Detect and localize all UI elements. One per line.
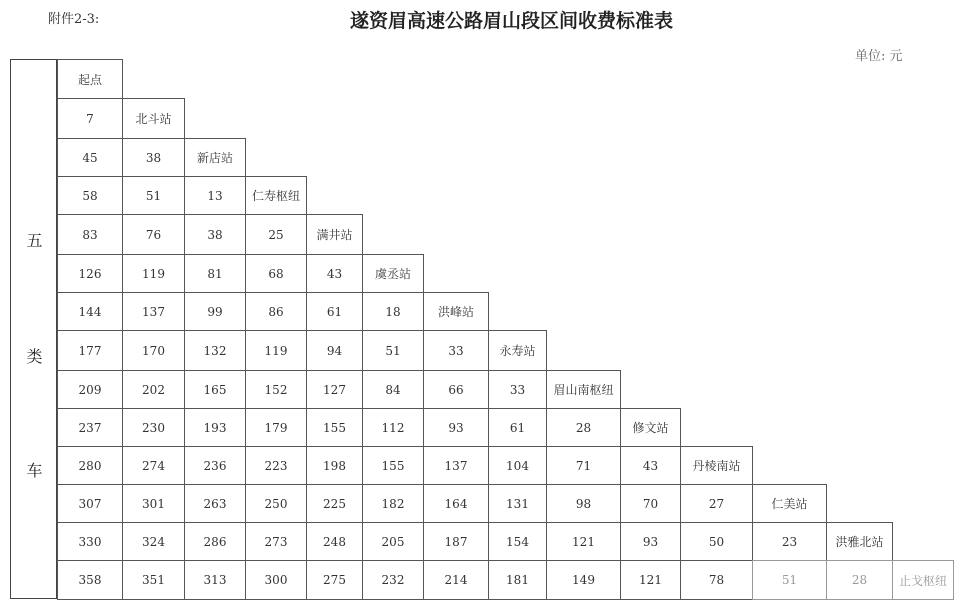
fare-cell: 286 xyxy=(184,522,246,561)
fare-cell: 50 xyxy=(680,522,753,561)
station-label: 洪雅北站 xyxy=(826,522,893,561)
fare-cell: 155 xyxy=(362,446,424,485)
fare-cell: 170 xyxy=(122,330,185,371)
fare-cell: 28 xyxy=(826,560,893,600)
fare-cell: 7 xyxy=(57,98,123,139)
station-label: 满井站 xyxy=(306,214,363,255)
fare-cell: 307 xyxy=(57,484,123,523)
fare-cell: 66 xyxy=(423,370,489,409)
fare-cell: 131 xyxy=(488,484,547,523)
fare-cell: 137 xyxy=(122,292,185,331)
fare-cell: 68 xyxy=(245,254,307,293)
station-label: 仁美站 xyxy=(752,484,827,523)
fare-cell: 280 xyxy=(57,446,123,485)
station-label: 修文站 xyxy=(620,408,681,447)
fare-cell: 275 xyxy=(306,560,363,600)
fare-cell: 198 xyxy=(306,446,363,485)
vehicle-class-column xyxy=(10,59,57,599)
fare-cell: 84 xyxy=(362,370,424,409)
station-label: 眉山南枢纽 xyxy=(546,370,621,409)
fare-cell: 76 xyxy=(122,214,185,255)
fare-cell: 38 xyxy=(184,214,246,255)
fare-cell: 45 xyxy=(57,138,123,177)
fare-cell: 51 xyxy=(362,330,424,371)
fare-cell: 121 xyxy=(620,560,681,600)
fare-cell: 193 xyxy=(184,408,246,447)
fare-cell: 121 xyxy=(546,522,621,561)
fare-cell: 43 xyxy=(620,446,681,485)
station-label: 北斗站 xyxy=(122,98,185,139)
fare-cell: 358 xyxy=(57,560,123,600)
fare-cell: 94 xyxy=(306,330,363,371)
fare-cell: 202 xyxy=(122,370,185,409)
fare-cell: 313 xyxy=(184,560,246,600)
fare-cell: 149 xyxy=(546,560,621,600)
fare-cell: 83 xyxy=(57,214,123,255)
fare-cell: 181 xyxy=(488,560,547,600)
fare-cell: 51 xyxy=(122,176,185,215)
fare-cell: 152 xyxy=(245,370,307,409)
fare-cell: 237 xyxy=(57,408,123,447)
vehicle-class-char-3: 车 xyxy=(26,461,43,480)
vehicle-class-char-2: 类 xyxy=(26,347,43,366)
station-label: 起点 xyxy=(57,59,123,99)
fare-cell: 179 xyxy=(245,408,307,447)
fare-cell: 274 xyxy=(122,446,185,485)
fare-cell: 43 xyxy=(306,254,363,293)
fare-cell: 71 xyxy=(546,446,621,485)
fare-cell: 99 xyxy=(184,292,246,331)
fare-cell: 230 xyxy=(122,408,185,447)
fare-cell: 104 xyxy=(488,446,547,485)
fare-cell: 13 xyxy=(184,176,246,215)
fare-cell: 58 xyxy=(57,176,123,215)
fare-cell: 51 xyxy=(752,560,827,600)
fare-cell: 165 xyxy=(184,370,246,409)
fare-cell: 137 xyxy=(423,446,489,485)
fare-cell: 98 xyxy=(546,484,621,523)
fare-cell: 33 xyxy=(488,370,547,409)
station-label: 虞丞站 xyxy=(362,254,424,293)
fare-cell: 112 xyxy=(362,408,424,447)
fare-cell: 25 xyxy=(245,214,307,255)
fare-cell: 324 xyxy=(122,522,185,561)
fare-cell: 155 xyxy=(306,408,363,447)
fare-cell: 273 xyxy=(245,522,307,561)
fare-cell: 81 xyxy=(184,254,246,293)
fare-cell: 154 xyxy=(488,522,547,561)
station-label: 永寿站 xyxy=(488,330,547,371)
station-label: 洪峰站 xyxy=(423,292,489,331)
fare-cell: 144 xyxy=(57,292,123,331)
fare-cell: 214 xyxy=(423,560,489,600)
fare-cell: 61 xyxy=(306,292,363,331)
fare-cell: 330 xyxy=(57,522,123,561)
fare-cell: 177 xyxy=(57,330,123,371)
fare-cell: 61 xyxy=(488,408,547,447)
fare-cell: 263 xyxy=(184,484,246,523)
fare-cell: 126 xyxy=(57,254,123,293)
fare-cell: 132 xyxy=(184,330,246,371)
fare-cell: 351 xyxy=(122,560,185,600)
fare-cell: 119 xyxy=(122,254,185,293)
fare-cell: 248 xyxy=(306,522,363,561)
fare-cell: 93 xyxy=(423,408,489,447)
fare-cell: 300 xyxy=(245,560,307,600)
page-title: 遂资眉高速公路眉山段区间收费标准表 xyxy=(349,10,673,32)
fare-cell: 93 xyxy=(620,522,681,561)
fare-cell: 27 xyxy=(680,484,753,523)
fare-cell: 250 xyxy=(245,484,307,523)
fare-cell: 236 xyxy=(184,446,246,485)
fare-cell: 187 xyxy=(423,522,489,561)
fare-cell: 119 xyxy=(245,330,307,371)
fare-cell: 232 xyxy=(362,560,424,600)
vehicle-class-char-1: 五 xyxy=(26,231,43,250)
fare-cell: 223 xyxy=(245,446,307,485)
station-label: 丹棱南站 xyxy=(680,446,753,485)
fare-cell: 70 xyxy=(620,484,681,523)
fare-cell: 127 xyxy=(306,370,363,409)
fare-cell: 301 xyxy=(122,484,185,523)
station-label: 仁寿枢纽 xyxy=(245,176,307,215)
unit-label: 单位: 元 xyxy=(855,49,903,64)
fare-cell: 78 xyxy=(680,560,753,600)
fare-cell: 86 xyxy=(245,292,307,331)
fare-cell: 38 xyxy=(122,138,185,177)
fare-cell: 225 xyxy=(306,484,363,523)
fare-cell: 205 xyxy=(362,522,424,561)
fare-cell: 33 xyxy=(423,330,489,371)
fare-cell: 23 xyxy=(752,522,827,561)
fare-cell: 18 xyxy=(362,292,424,331)
station-label: 新店站 xyxy=(184,138,246,177)
fare-cell: 182 xyxy=(362,484,424,523)
attachment-label: 附件2-3: xyxy=(48,12,100,27)
fare-cell: 28 xyxy=(546,408,621,447)
station-label: 止戈枢纽 xyxy=(892,560,954,600)
fare-cell: 209 xyxy=(57,370,123,409)
fare-cell: 164 xyxy=(423,484,489,523)
